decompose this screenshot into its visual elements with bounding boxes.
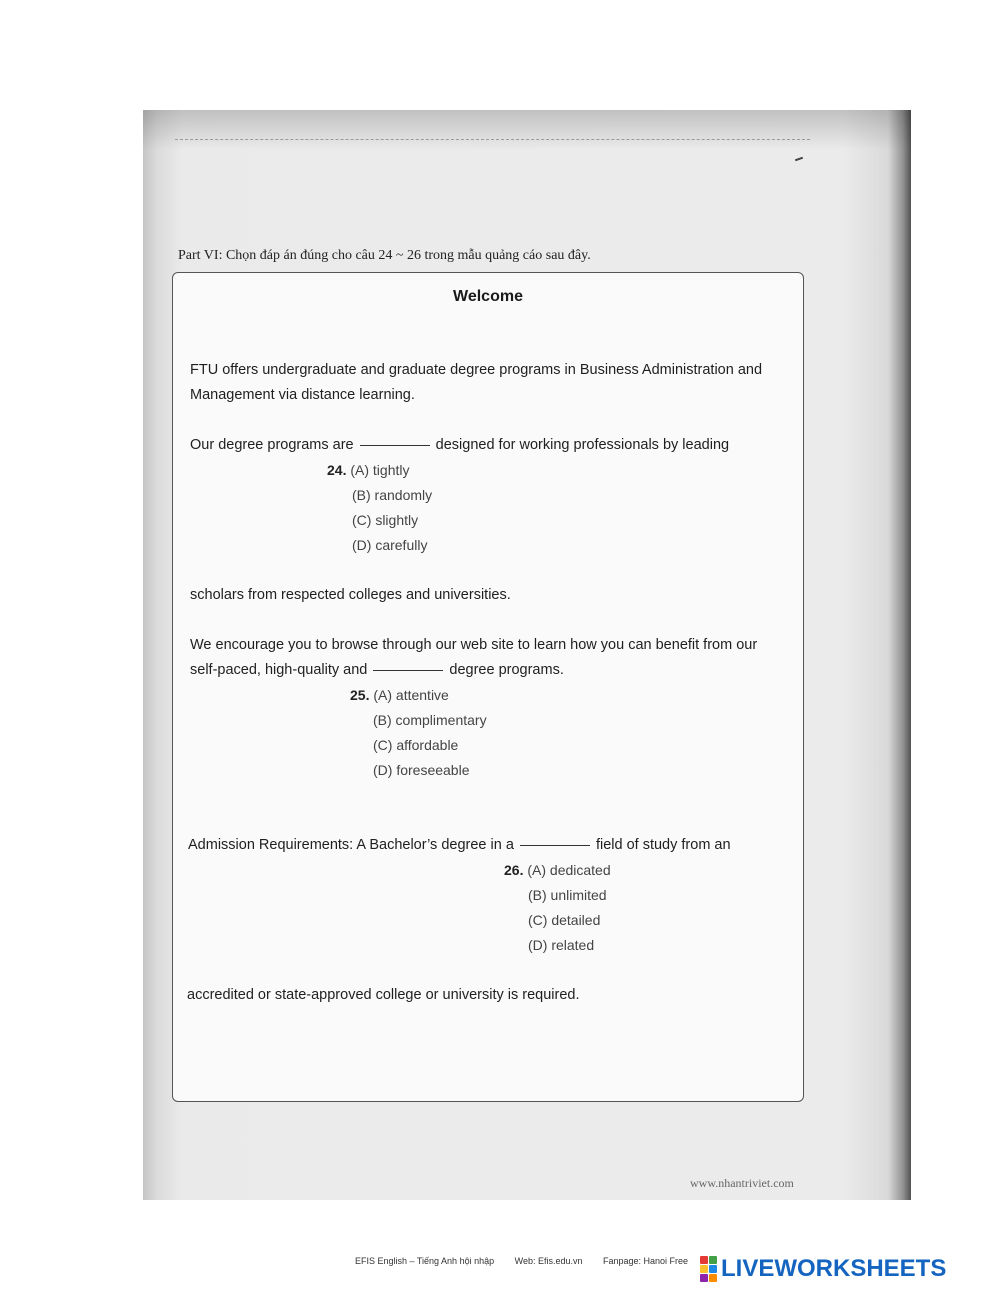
q24-option-a[interactable]: [327, 458, 409, 483]
intro-line-1: FTU offers undergraduate and graduate degree programs in Business Administration and: [190, 362, 763, 378]
q24-continuation: scholars from respected colleges and universities.: [190, 587, 511, 603]
q24-option-d[interactable]: (D) carefully: [352, 537, 428, 553]
q25-option-c[interactable]: (C) affordable: [373, 737, 459, 753]
logo-grid-icon: [700, 1256, 717, 1282]
q24-after: designed for working professionals by leading: [435, 437, 730, 453]
q24-option-a-label: (A) tightly: [350, 462, 410, 478]
q24-before: Our degree programs are: [190, 437, 354, 453]
logo-square: [709, 1274, 717, 1282]
footer-school: EFIS English – Tiếng Anh hội nhập: [355, 1256, 495, 1266]
footer-fanpage: Fanpage: Hanoi Free: [603, 1256, 689, 1266]
q25-line-1: We encourage you to browse through our web site to learn how you can benefit from our: [190, 637, 758, 653]
q24-number: 24.: [327, 462, 347, 478]
logo-square: [700, 1256, 708, 1264]
q25-after: degree programs.: [449, 662, 564, 678]
q26-option-c[interactable]: (C) detailed: [528, 912, 601, 928]
logo-text: LIVEWORKSHEETS: [721, 1255, 947, 1282]
footer-web: Web: Efis.edu.vn: [514, 1256, 583, 1266]
q24-option-b[interactable]: (B) randomly: [352, 487, 433, 503]
publisher-credit: www.nhantriviet.com: [690, 1176, 794, 1190]
q26-blank[interactable]: [520, 845, 590, 846]
intro-line-2: Management via distance learning.: [190, 387, 415, 403]
q25-blank[interactable]: [373, 670, 443, 671]
liveworksheets-logo[interactable]: [700, 1255, 946, 1283]
q25-option-b[interactable]: (B) complimentary: [373, 712, 487, 728]
logo-square: [700, 1274, 708, 1282]
q26-after: field of study from an: [595, 837, 731, 853]
q26-number: 26.: [504, 862, 524, 878]
q25-before: self-paced, high-quality and: [190, 662, 368, 678]
q26-option-d[interactable]: (D) related: [528, 937, 595, 953]
q26-sentence: [188, 833, 731, 858]
q26-before: Admission Requirements: A Bachelor’s degree in a: [188, 837, 514, 853]
q26-option-a[interactable]: [504, 858, 611, 883]
q25-number: 25.: [350, 687, 370, 703]
q25-option-d[interactable]: (D) foreseeable: [373, 762, 470, 778]
q26-continuation: accredited or state-approved college or university is required.: [187, 987, 580, 1003]
q24-option-c[interactable]: (C) slightly: [352, 512, 419, 528]
q25-option-a[interactable]: [350, 683, 449, 708]
q24-blank[interactable]: [360, 445, 430, 446]
logo-square: [700, 1265, 708, 1273]
part-heading: Part VI: Chọn đáp án đúng cho câu 24 ~ 26 trong mẫu quảng cáo sau đây.: [178, 248, 591, 263]
logo-square: [709, 1256, 717, 1264]
logo-square: [709, 1265, 717, 1273]
q25-option-a-label: (A) attentive: [373, 687, 449, 703]
ad-title: Welcome: [453, 288, 523, 305]
q26-option-a-label: (A) dedicated: [527, 862, 611, 878]
q26-option-b[interactable]: (B) unlimited: [528, 887, 607, 903]
scan-edge-line: [175, 139, 810, 140]
q25-sentence: [190, 658, 564, 683]
q24-sentence: [190, 433, 729, 458]
footer: [355, 1256, 706, 1266]
